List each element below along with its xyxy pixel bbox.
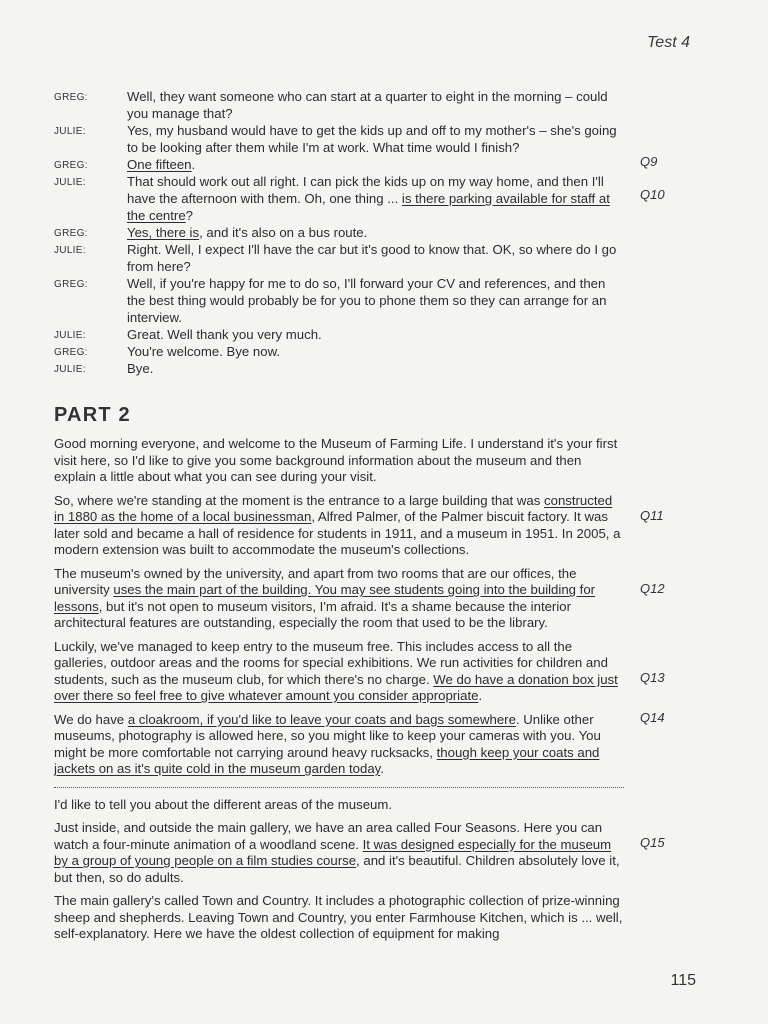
dialogue-text: That should work out all right. I can pick the kids up on my way home, and then I'll have the afternoon with them. Oh, one thing ... is there parking available for staff at the centre?	[127, 174, 610, 223]
paragraph: The main gallery's called Town and Country. It includes a photographic collection of prize-winning sheep and shepherds. Leaving Town and Country, you enter Farmhouse Kitchen, which is ... well, self-explanatory. Here we have the oldest collection of equipment for making	[54, 893, 623, 941]
question-marker: Q13	[640, 669, 665, 685]
paragraph: Luckily, we've managed to keep entry to the museum free. This includes access to all the galleries, outdoor areas and the rooms for special exhibitions. We run activities for children and students, such as the museum club, for which there's no charge. We do have a donation box just over there so feel free to give whatever amount you consider appropriate. Q13	[54, 638, 665, 703]
question-marker: Q15	[640, 835, 665, 850]
answer-underline: Yes, there is	[127, 225, 200, 240]
speaker-label: GREG:	[54, 92, 88, 103]
dialogue-turn	[0, 241, 768, 275]
paragraph: We do have a cloakroom, if you'd like to leave your coats and bags somewhere. Unlike other museums, photography is allowed here, so you might like to keep your cameras with you. You might be more comfortable not carrying around heavy rucksacks, though keep your coats and jackets on as it's quite cold in the museum garden today. Q14	[54, 709, 665, 776]
speaker-label: GREG:	[54, 160, 88, 171]
dialogue-turn	[0, 122, 768, 156]
answer-underline: though keep your coats and jackets on as it's quite cold in the museum garden today	[54, 744, 600, 776]
question-marker: Q10	[640, 187, 665, 202]
dialogue-turn	[0, 360, 768, 377]
speaker-label: JULIE:	[54, 245, 86, 256]
paragraph: So, where we're standing at the moment is the entrance to a large building that was constructed in 1880 as the home of a local businessman, Alfred Palmer, of the Palmer biscuit factory. It was later sold and became a hall of residence for students in 1911, and a museum in 1951. In 2005, a modern extension was built to accommodate the museum's collections. Q11	[54, 492, 664, 557]
paragraph: The museum's owned by the university, and apart from two rooms that are our offices, the university uses the main part of the building. You may see students going into the building for lessons, but it's not open to museum visitors, I'm afraid. It's a shame because the interior architectural features are outstanding, especially the room that used to be the library. Q12	[54, 565, 665, 630]
answer-underline: One fifteen	[127, 157, 192, 172]
answer-underline: is there parking available for staff at the centre	[127, 191, 610, 223]
dialogue-transcript	[0, 88, 768, 377]
paragraph: I'd like to tell you about the different areas of the museum.	[54, 796, 393, 812]
dialogue-text: Great. Well thank you very much.	[127, 327, 322, 342]
question-marker: Q14	[640, 709, 665, 725]
dialogue-text: You're welcome. Bye now.	[127, 344, 281, 359]
dialogue-turn	[0, 88, 768, 122]
paragraph: Just inside, and outside the main gallery, we have an area called Four Seasons. Here you can watch a four-minute animation of a woodland scene. It was designed especially for the museum by a group of young people on a film studies course, and it's beautiful. Children absolutely love it, but then, so do adults. Q15	[54, 820, 665, 885]
dotted-divider	[54, 787, 624, 788]
answer-underline: It was designed especially for the museum by a group of young people on a film studies course	[54, 836, 612, 868]
dialogue-turn	[0, 173, 768, 224]
dialogue-text: Right. Well, I expect I'll have the car but it's good to know that. OK, so where do I go from here?	[127, 242, 617, 274]
speaker-label: JULIE:	[54, 126, 86, 137]
dialogue-text: Yes, there is, and it's also on a bus route.	[127, 225, 368, 240]
dialogue-turn	[0, 275, 768, 326]
dialogue-turn	[0, 156, 768, 173]
speaker-label: JULIE:	[54, 330, 86, 341]
speaker-label: GREG:	[54, 279, 88, 290]
dialogue-turn	[0, 343, 768, 360]
dialogue-turn	[0, 326, 768, 343]
speaker-label: JULIE:	[54, 364, 86, 375]
dialogue-text: Yes, my husband would have to get the kids up and off to my mother's – she's going to be looking after them while I'm at work. What time would I finish?	[127, 123, 617, 155]
dialogue-text: Well, they want someone who can start at a quarter to eight in the morning – could you manage that?	[127, 89, 608, 121]
page-number: 115	[670, 972, 696, 989]
speaker-label: GREG:	[54, 347, 88, 358]
question-marker: Q9	[640, 154, 658, 169]
dialogue-text: One fifteen.	[127, 157, 196, 172]
part2-body	[54, 436, 665, 950]
question-marker: Q12	[640, 580, 665, 596]
answer-underline: uses the main part of the building. You may see students going into the building for lessons	[54, 582, 596, 614]
answer-underline: constructed in 1880 as the home of a local businessman	[54, 492, 613, 524]
test-label: Test 4	[647, 34, 690, 51]
part-heading: PART 2	[54, 404, 131, 426]
dialogue-turn	[0, 224, 768, 241]
answer-underline: a cloakroom, if you'd like to leave your coats and bags somewhere	[127, 711, 516, 727]
speaker-label: JULIE:	[54, 177, 86, 188]
paragraph: Good morning everyone, and welcome to the Museum of Farming Life. I understand it's your first visit here, so I'd like to give you some background information about the museum and then explain a little about what you can see during your visit.	[54, 436, 618, 484]
answer-underline: We do have a donation box just over there so feel free to give whatever amount you consider appropriate	[54, 671, 618, 703]
dialogue-text: Well, if you're happy for me to do so, I'll forward your CV and references, and then the best thing would probably be for you to phone them so they can arrange for an interview.	[127, 276, 607, 325]
speaker-label: GREG:	[54, 228, 88, 239]
dialogue-text: Bye.	[127, 361, 154, 376]
question-marker: Q11	[640, 507, 664, 523]
